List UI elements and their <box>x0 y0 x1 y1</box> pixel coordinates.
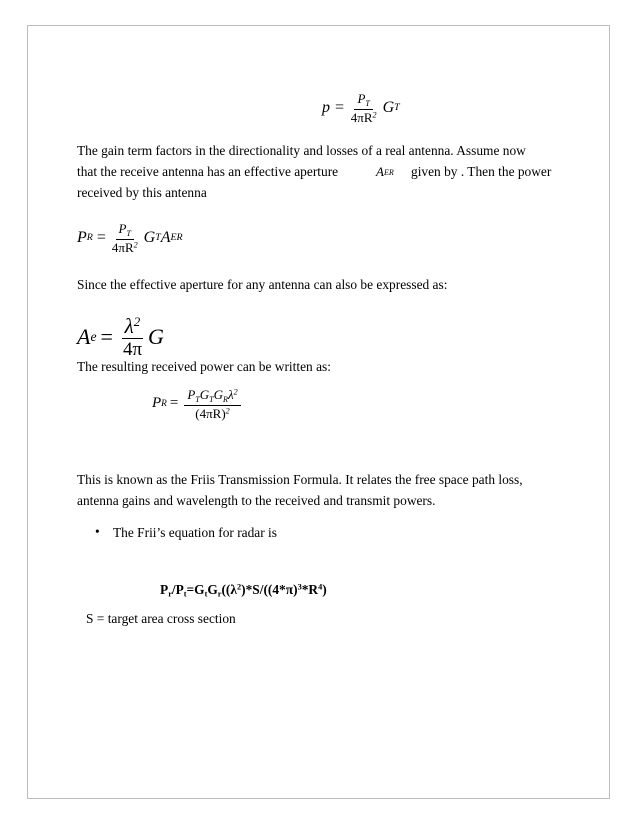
equation-received-power: P R = $\frac{P_T}{4\pi R^2}$ G T A ER <box>77 221 183 255</box>
definition-s: S = target area cross section <box>86 611 236 626</box>
bullet-radar-text: The Frii’s equation for radar is <box>113 525 277 540</box>
paragraph-gain-line3: received by this antenna <box>77 185 207 200</box>
paragraph-friis-line2: antenna gains and wavelength to the received and transmit powers. <box>77 493 436 508</box>
paragraph-friis-line1: This is known as the Friis Transmission Formula. It relates the free space path loss, <box>77 472 523 487</box>
paragraph-gain-line1: The gain term factors in the directionality and losses of a real antenna. Assume now <box>77 143 526 158</box>
paragraph-gain-line2a: that the receive antenna has an effective aperture <box>77 164 339 179</box>
radar-equation: $P_r/P_t=G_tG_r((\lambda^2)*S/((4*\pi)^3*R^4)$ <box>160 582 327 599</box>
equation-transmit-power-density: p = $\frac{P_T}{4\pi R^2}$ G T <box>322 91 400 125</box>
paragraph-gain-line2b: given by . Then the power <box>411 164 552 179</box>
equation-friis: P R = $\frac{P_TG_TG_R\lambda^2}{(4\pi R)^2}$ <box>152 388 244 420</box>
bullet-marker: • <box>95 524 100 539</box>
equation-effective-aperture: A e = $\frac{\lambda^2}{4\pi}$ G <box>77 314 164 361</box>
paragraph-effective-aperture: Since the effective aperture for any antenna can also be expressed as: <box>77 277 448 292</box>
paragraph-resulting-power: The resulting received power can be written as: <box>77 359 331 374</box>
inline-effective-aperture: A ER <box>376 164 394 179</box>
